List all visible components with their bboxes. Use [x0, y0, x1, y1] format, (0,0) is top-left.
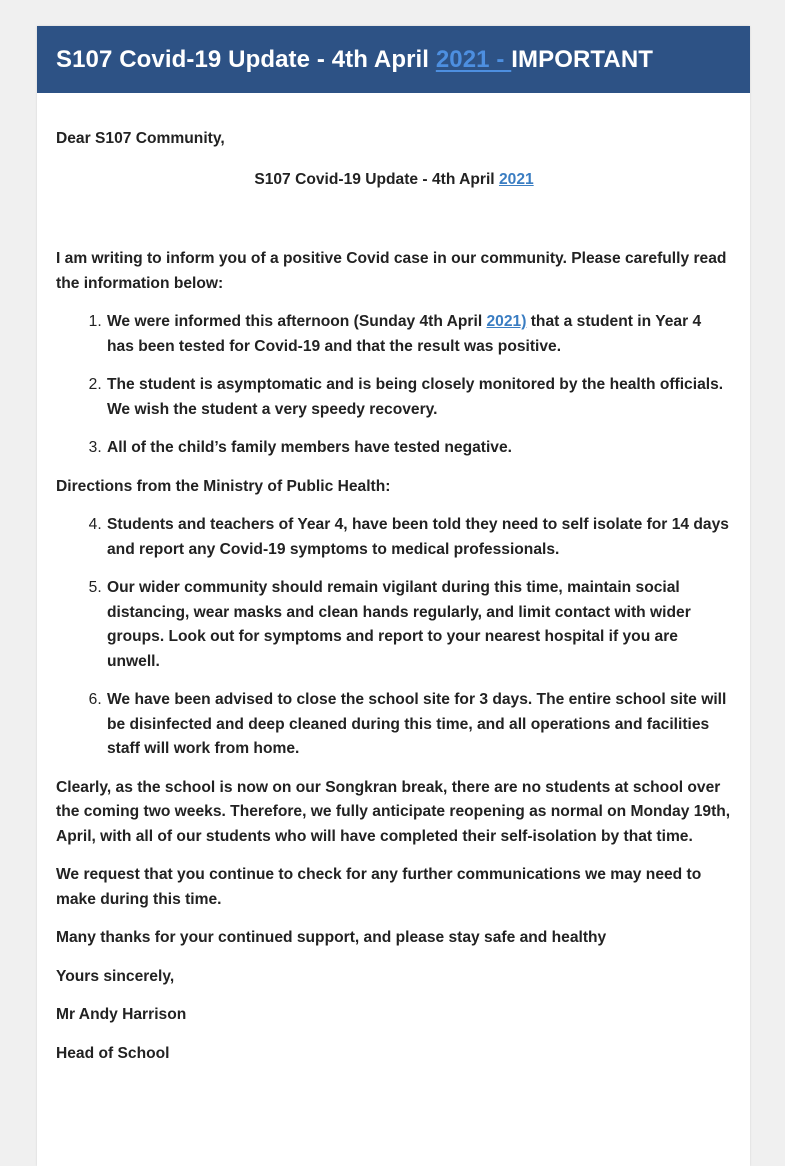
- closing: Yours sincerely,: [56, 967, 175, 985]
- list-item-text: that a student in Year 4 has been tested for Covid-19 and that the result was positive.: [107, 313, 702, 355]
- directions-list: [56, 513, 732, 762]
- subtitle-date-link[interactable]: 2021: [498, 170, 534, 188]
- email-header: [37, 26, 750, 93]
- list-item: [106, 310, 732, 359]
- list-item-text: We were informed this afternoon (Sunday 4th April: [107, 313, 487, 330]
- list-item: 2. The student is asymptomatic and is being closely monitored by the health officials. We wish the student a very speedy recovery.: [106, 373, 732, 422]
- intro-paragraph: I am writing to inform you of a positive Covid case in our community. Please carefully read the information below:: [56, 250, 727, 292]
- list-item: 4. Students and teachers of Year 4, have been told they need to self isolate for 14 days and report any Covid-19 symptoms to medical professionals.: [106, 513, 732, 562]
- greeting: Dear S107 Community,: [56, 130, 225, 147]
- letter-subtitle: [56, 168, 732, 193]
- info-list: [56, 310, 732, 461]
- header-title-suffix: IMPORTANT: [511, 45, 654, 73]
- email-body: [37, 127, 750, 1066]
- signer-name: Mr Andy Harrison: [56, 1006, 187, 1023]
- signer-title: Head of School: [56, 1044, 170, 1062]
- list-item: 3. All of the child’s family members have tested negative.: [106, 436, 732, 461]
- paragraph-communications: We request that you continue to check for any further communications we may need to make during this time.: [56, 866, 702, 908]
- list-item-date-link[interactable]: 2021): [486, 313, 527, 330]
- paragraph-reopening: Clearly, as the school is now on our Songkran break, there are no students at school over the coming two weeks. Therefore, we fully anticipate reopening as normal on Monday 19th, April, with all of our students who will have completed their self-isolation by that time.: [56, 778, 731, 845]
- subtitle-text: S107 Covid-19 Update - 4th April: [254, 170, 499, 188]
- header-title-prefix: S107 Covid-19 Update - 4th April: [56, 45, 436, 73]
- header-date-link[interactable]: 2021 -: [435, 45, 512, 73]
- list-item: 5. Our wider community should remain vigilant during this time, maintain social distancing, wear masks and clean hands regularly, and limit contact with wider groups. Look out for symptoms and report to your nearest hospital if you are unwell.: [106, 576, 732, 674]
- email-card: [37, 26, 750, 1166]
- list-item: 6. We have been advised to close the school site for 3 days. The entire school site will be disinfected and deep cleaned during this time, and all operations and facilities staff will work from home.: [106, 688, 732, 762]
- header-title: [56, 46, 653, 74]
- paragraph-thanks: Many thanks for your continued support, and please stay safe and healthy: [56, 929, 607, 946]
- directions-heading: Directions from the Ministry of Public Health:: [56, 477, 391, 495]
